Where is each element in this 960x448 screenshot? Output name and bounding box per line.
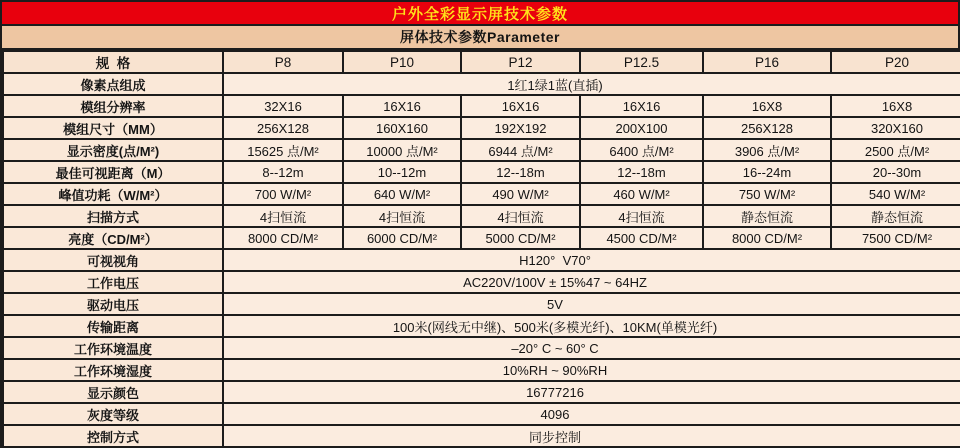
table-subtitle: 屏体技术参数Parameter	[2, 26, 958, 50]
table-row	[3, 95, 960, 117]
table-row	[3, 359, 960, 381]
value-cell: 4扫恒流	[461, 205, 580, 227]
row-label: 最佳可视距离（M）	[3, 161, 223, 183]
value-cell: 20--30m	[831, 161, 960, 183]
value-cell: 700 W/M²	[223, 183, 343, 205]
row-label: 亮度（CD/M²）	[3, 227, 223, 249]
value-cell: 8000 CD/M²	[703, 227, 831, 249]
value-cell: 8--12m	[223, 161, 343, 183]
value-cell: 4扫恒流	[580, 205, 703, 227]
merged-value-cell: 4096	[223, 403, 960, 425]
row-label: 传输距离	[3, 315, 223, 337]
column-header-p20: P20	[831, 51, 960, 73]
value-cell: 10--12m	[343, 161, 461, 183]
row-label: 工作环境湿度	[3, 359, 223, 381]
merged-value-cell: 5V	[223, 293, 960, 315]
table-row	[3, 183, 960, 205]
row-label: 控制方式	[3, 425, 223, 447]
spec-table	[2, 50, 960, 448]
merged-value-cell: H120° V70°	[223, 249, 960, 271]
value-cell: 4500 CD/M²	[580, 227, 703, 249]
row-label: 可视视角	[3, 249, 223, 271]
row-label: 模组分辨率	[3, 95, 223, 117]
merged-value-cell: AC220V/100V ± 15%47 ~ 64HZ	[223, 271, 960, 293]
table-row	[3, 227, 960, 249]
value-cell: 200X100	[580, 117, 703, 139]
table-row	[3, 117, 960, 139]
table-row	[3, 337, 960, 359]
column-header-p10: P10	[343, 51, 461, 73]
row-label: 工作电压	[3, 271, 223, 293]
page-title: 户外全彩显示屏技术参数	[2, 2, 958, 26]
row-label: 工作环境温度	[3, 337, 223, 359]
column-header-p16: P16	[703, 51, 831, 73]
value-cell: 8000 CD/M²	[223, 227, 343, 249]
value-cell: 12--18m	[461, 161, 580, 183]
value-cell: 16X16	[461, 95, 580, 117]
merged-value-cell: 10%RH ~ 90%RH	[223, 359, 960, 381]
value-cell: 160X160	[343, 117, 461, 139]
column-header-p12: P12	[461, 51, 580, 73]
value-cell: 5000 CD/M²	[461, 227, 580, 249]
row-label: 显示密度(点/M²)	[3, 139, 223, 161]
table-row	[3, 381, 960, 403]
value-cell: 460 W/M²	[580, 183, 703, 205]
value-cell: 3906 点/M²	[703, 139, 831, 161]
value-cell: 490 W/M²	[461, 183, 580, 205]
value-cell: 320X160	[831, 117, 960, 139]
row-label: 扫描方式	[3, 205, 223, 227]
row-label: 模组尺寸（MM）	[3, 117, 223, 139]
value-cell: 256X128	[223, 117, 343, 139]
value-cell: 16X8	[831, 95, 960, 117]
value-cell: 2500 点/M²	[831, 139, 960, 161]
value-cell: 静态恒流	[831, 205, 960, 227]
value-cell: 16--24m	[703, 161, 831, 183]
value-cell: 4扫恒流	[223, 205, 343, 227]
value-cell: 16X16	[343, 95, 461, 117]
value-cell: 6400 点/M²	[580, 139, 703, 161]
value-cell: 6000 CD/M²	[343, 227, 461, 249]
table-row	[3, 315, 960, 337]
row-label: 显示颜色	[3, 381, 223, 403]
table-row	[3, 139, 960, 161]
spec-table-body	[3, 51, 960, 447]
column-header-p12-5: P12.5	[580, 51, 703, 73]
value-cell: 静态恒流	[703, 205, 831, 227]
table-row	[3, 425, 960, 447]
value-cell: 4扫恒流	[343, 205, 461, 227]
value-cell: 7500 CD/M²	[831, 227, 960, 249]
table-row	[3, 205, 960, 227]
column-header-p8: P8	[223, 51, 343, 73]
table-row	[3, 161, 960, 183]
value-cell: 15625 点/M²	[223, 139, 343, 161]
table-row	[3, 403, 960, 425]
spec-header-label: 规 格	[3, 51, 223, 73]
table-row	[3, 73, 960, 95]
value-cell: 192X192	[461, 117, 580, 139]
value-cell: 10000 点/M²	[343, 139, 461, 161]
merged-value-cell: 100米(网线无中继)、500米(多模光纤)、10KM(单模光纤)	[223, 315, 960, 337]
table-row	[3, 249, 960, 271]
value-cell: 32X16	[223, 95, 343, 117]
value-cell: 540 W/M²	[831, 183, 960, 205]
value-cell: 12--18m	[580, 161, 703, 183]
value-cell: 640 W/M²	[343, 183, 461, 205]
merged-value-cell: –20° C ~ 60° C	[223, 337, 960, 359]
row-label: 峰值功耗（W/M²）	[3, 183, 223, 205]
merged-value-cell: 1红1绿1蓝(直插)	[223, 73, 960, 95]
value-cell: 16X16	[580, 95, 703, 117]
merged-value-cell: 16777216	[223, 381, 960, 403]
merged-value-cell: 同步控制	[223, 425, 960, 447]
row-label: 灰度等级	[3, 403, 223, 425]
table-row	[3, 271, 960, 293]
value-cell: 6944 点/M²	[461, 139, 580, 161]
value-cell: 16X8	[703, 95, 831, 117]
value-cell: 750 W/M²	[703, 183, 831, 205]
row-label: 像素点组成	[3, 73, 223, 95]
table-row	[3, 293, 960, 315]
table-header-row	[3, 51, 960, 73]
row-label: 驱动电压	[3, 293, 223, 315]
value-cell: 256X128	[703, 117, 831, 139]
